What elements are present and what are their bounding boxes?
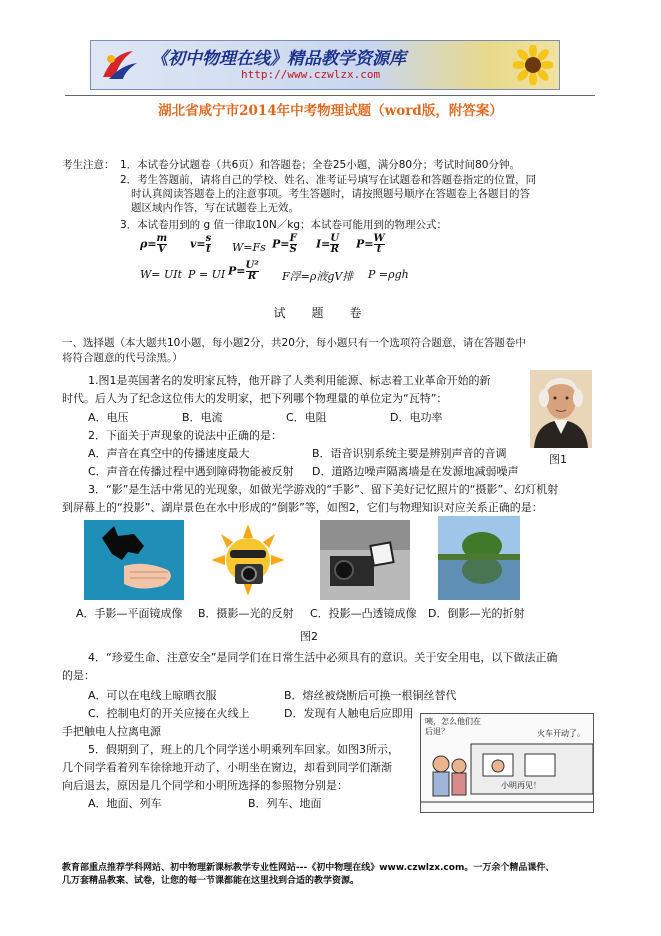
q4-option-d-cont: 手把触电人拉离电源 [62,725,161,738]
q2-option-d: D．道路边噪声隔离墙是在发源地减弱噪声 [312,465,519,478]
q1-option-c: C．电阻 [286,411,327,424]
notice-line-5: 3．本试卷用到的 g 值一律取10N／kg；本试卷可能用到的物理公式： [120,219,447,231]
formula-power-ui: P = UI [188,268,226,281]
q5-option-b: B．列车、地面 [248,797,322,810]
formula-buoyancy: F浮=ρ液gV排 [282,270,354,283]
banner-title: 《初中物理在线》精品教学资源库 [151,49,406,69]
formula-liquid-pressure: P =ρgh [368,268,409,281]
q3-option-b: B．摄影—光的反射 [198,607,294,620]
sunflower-icon [513,45,553,85]
q1-option-d: D．电功率 [390,411,443,424]
q1-option-a: A．电压 [88,411,129,424]
notice-line-3: 时认真阅读答题卷上的注意事项。考生答题时，请按照题号顺序在答题卷上各题目的答 [131,188,530,200]
formula-work-fs: W=Fs [232,241,266,254]
q5-line-3: 向后退去，原因是几个同学和小明所选择的参照物分别是： [62,779,348,792]
formula-work-uit: W= UIt [140,268,183,281]
q1-line-1: 1.图1是英国著名的发明家瓦特，他开辟了人类利用能源、标志着工业革命开始的新 [88,374,491,387]
q2-option-a: A．声音在真空中的传播速度最大 [88,447,250,460]
notice-line-1: 1．本试卷分试题卷（共6页）和答题卷；全卷25小题，满分80分；考试时间80分钟。 [120,159,520,171]
notice-line-4: 题区域内作答，写在试题卷上无效。 [131,202,299,214]
header-banner [90,40,560,90]
q1-line-2: 时代。后人为了纪念这位伟大的发明家，把下列哪个物理量的单位定为“瓦特”： [62,392,448,405]
notice-label: 考生注意： [62,159,115,171]
footer-line-1: 教育部重点推荐学科网站、初中物理新课标教学专业性网站---《初中物理在线》www.czwlzx.com。一万余个精品课件、 [62,863,555,873]
lake-reflection-image [438,516,520,600]
cartoon-bubble-2: 火车开动了。 [537,729,585,738]
q3-option-a: A．手影—平面镜成像 [76,607,183,620]
q4-option-a: A．可以在电线上晾晒衣服 [88,689,217,702]
q2-option-b: B．语音识别系统主要是辨别声音的音调 [312,447,507,460]
formula-power-wt: P= $\frac{W}{t}$ [356,233,385,255]
projector-image [320,520,410,600]
q4-option-d: D．发现有人触电后应即用 [284,707,414,720]
figure-2-caption: 图2 [300,630,318,643]
q3-option-d: D．倒影—光的折射 [428,607,525,620]
q3-line-2: 到屏幕上的“投影”、湖岸景色在水中形成的“倒影”等，如图2，它们与物理知识对应关系正确的是： [62,501,543,514]
hand-shadow-image [84,520,184,600]
page-footer [62,862,554,888]
q3-line-1: 3．“影”是生活中常见的光现象，如做光学游戏的“手影”、留下美好记忆照片的“摄影”、幻灯机射 [88,483,559,496]
banner-url[interactable]: http://www.czwlzx.com [241,68,381,81]
notice-line-2: 2．考生答题前，请将自己的学校、姓名、准考证号填写在试题卷和答题卷指定的位置，同 [120,174,537,186]
q1-option-b: B．电流 [182,411,223,424]
part1-line-1: 一、选择题（本大题共10小题，每小题2分，共20分，每小题只有一个选项符合题意，请在答题卷中 [62,337,526,349]
formula-pressure: P= $\frac{F}{S}$ [272,233,297,255]
section-heading: 试题卷 [273,306,388,320]
footer-line-2: 几万套精品教案、试卷，让您的每一节课都能在这里找到合适的教学资源。 [62,876,360,886]
document-title: 湖北省咸宁市2014年中考物理试题（word版，附答案） [158,103,503,119]
watt-portrait-image [530,370,592,448]
formula-speed: v= $\frac{s}{t}$ [190,233,212,255]
figure-1-caption: 图1 [549,453,567,466]
q4-line-1: 4．“珍爱生命、注意安全”是同学们在日常生活中必须具有的意识。关于安全用电，以下做法正确 [88,651,558,664]
q4-option-b: B．熔丝被烧断后可换一根铜丝替代 [284,689,457,702]
sun-camera-image [203,520,293,600]
q5-line-1: 5．假期到了，班上的几个同学送小明乘列车回家。如图3所示， [88,743,399,756]
part1-line-2: 将符合题意的代号涂黑。） [62,352,183,364]
q2-option-c: C．声音在传播过程中遇到障碍物能被反射 [88,465,294,478]
q2-stem: 2．下面关于声现象的说法中正确的是： [88,429,282,442]
q4-option-c: C．控制电灯的开关应接在火线上 [88,707,250,720]
q5-option-a: A．地面、列车 [88,797,162,810]
cartoon-bubble-3: 小明再见！ [501,781,541,790]
cartoon-bubble-1: 咦，怎么他们在后退？ [425,717,481,736]
formula-density: ρ= $\frac{m}{V}$ [140,233,168,255]
q3-option-c: C．投影—凸透镜成像 [310,607,417,620]
site-logo-icon [99,47,139,83]
formula-power-u2r: P= $\frac{\text{U²}}{R}$ [228,260,259,282]
train-cartoon-image [420,713,594,813]
q5-line-2: 几个同学看着列车徐徐地开动了，小明坐在窗边，却看到同学们渐渐 [62,761,392,774]
formula-current: I= $\frac{U}{R}$ [316,233,340,255]
header-rule [65,95,595,96]
q4-line-2: 的是： [62,669,95,682]
